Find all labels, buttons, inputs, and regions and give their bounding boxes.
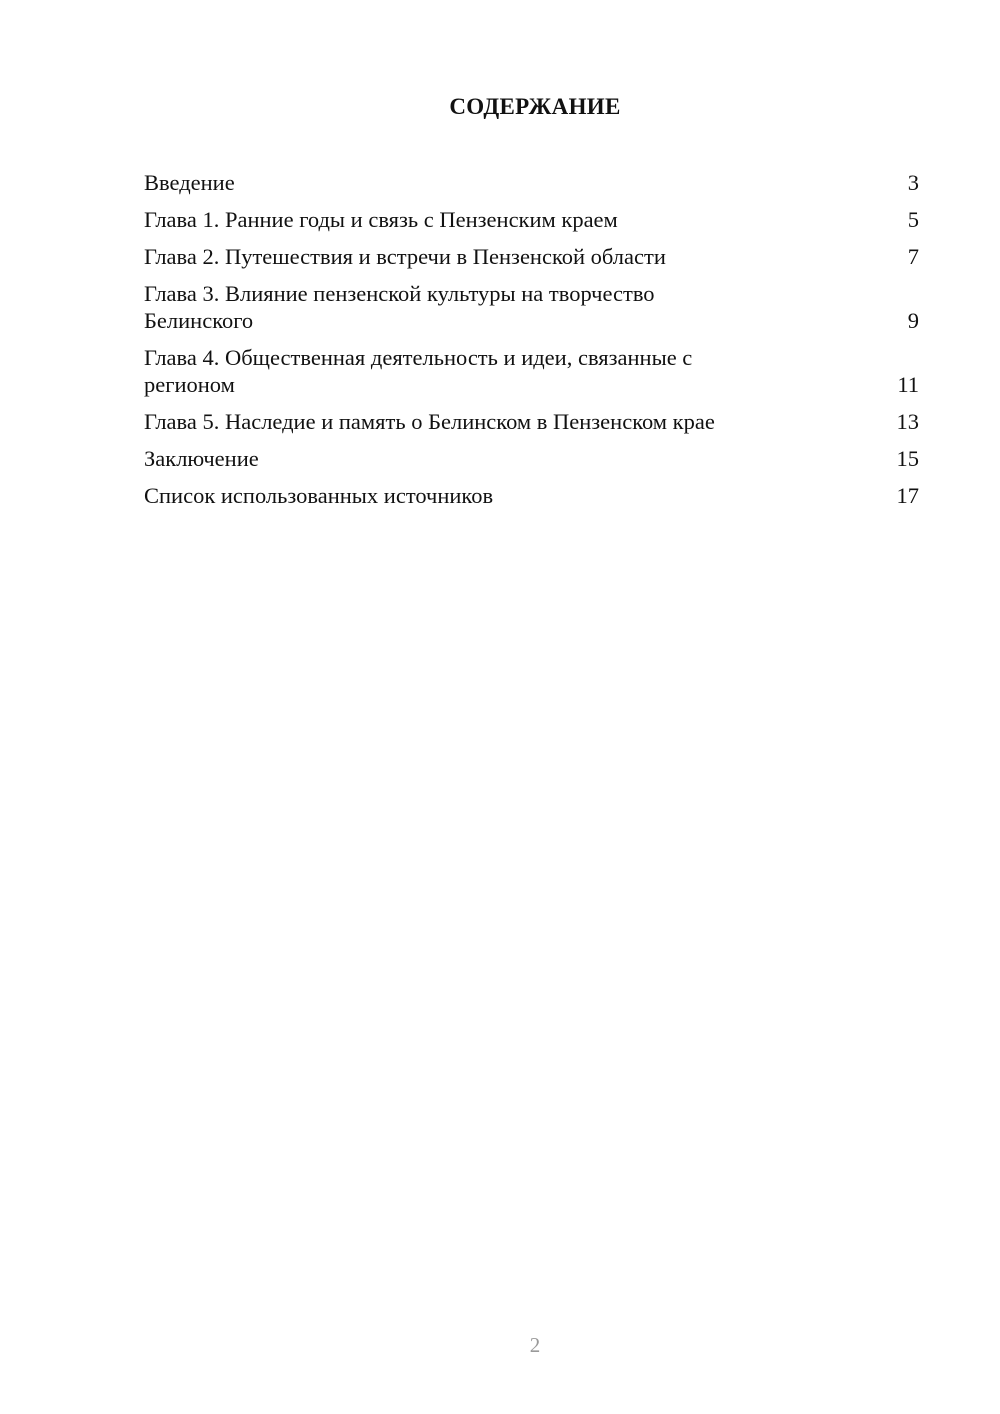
toc-entry[interactable] [144, 344, 919, 398]
toc-entry-label: Список использованных источников [144, 483, 494, 508]
table-of-contents [144, 169, 919, 519]
toc-entry[interactable] [144, 482, 919, 509]
toc-entry[interactable] [144, 169, 919, 196]
toc-entry-label: Глава 4. Общественная деятельность и идеи, связанные с регионом [144, 345, 693, 397]
toc-entry-page: 15 [896, 446, 919, 471]
toc-entry[interactable] [144, 280, 919, 334]
toc-entry-page: 7 [907, 244, 919, 269]
toc-entry-page: 13 [896, 409, 919, 434]
toc-entry-page: 9 [907, 308, 919, 333]
page-title: СОДЕРЖАНИЕ [449, 94, 621, 119]
toc-entry[interactable] [144, 206, 919, 233]
toc-entry-page: 11 [897, 372, 919, 397]
toc-entry-label: Введение [144, 170, 235, 195]
toc-entry-page: 3 [907, 170, 919, 195]
toc-entry[interactable] [144, 243, 919, 270]
toc-entry-label: Глава 5. Наследие и память о Белинском в Пензенском крае [144, 409, 715, 434]
toc-entry[interactable] [144, 408, 919, 435]
toc-entry-label: Заключение [144, 446, 259, 471]
toc-entry-label: Глава 2. Путешествия и встречи в Пензенской области [144, 244, 666, 269]
toc-entry-label: Глава 3. Влияние пензенской культуры на творчество Белинского [144, 281, 655, 333]
toc-entry-page: 5 [907, 207, 919, 232]
toc-entry-page: 17 [896, 483, 919, 508]
toc-entry[interactable] [144, 445, 919, 472]
toc-entry-label: Глава 1. Ранние годы и связь с Пензенским краем [144, 207, 618, 232]
page-number: 2 [529, 1333, 541, 1357]
